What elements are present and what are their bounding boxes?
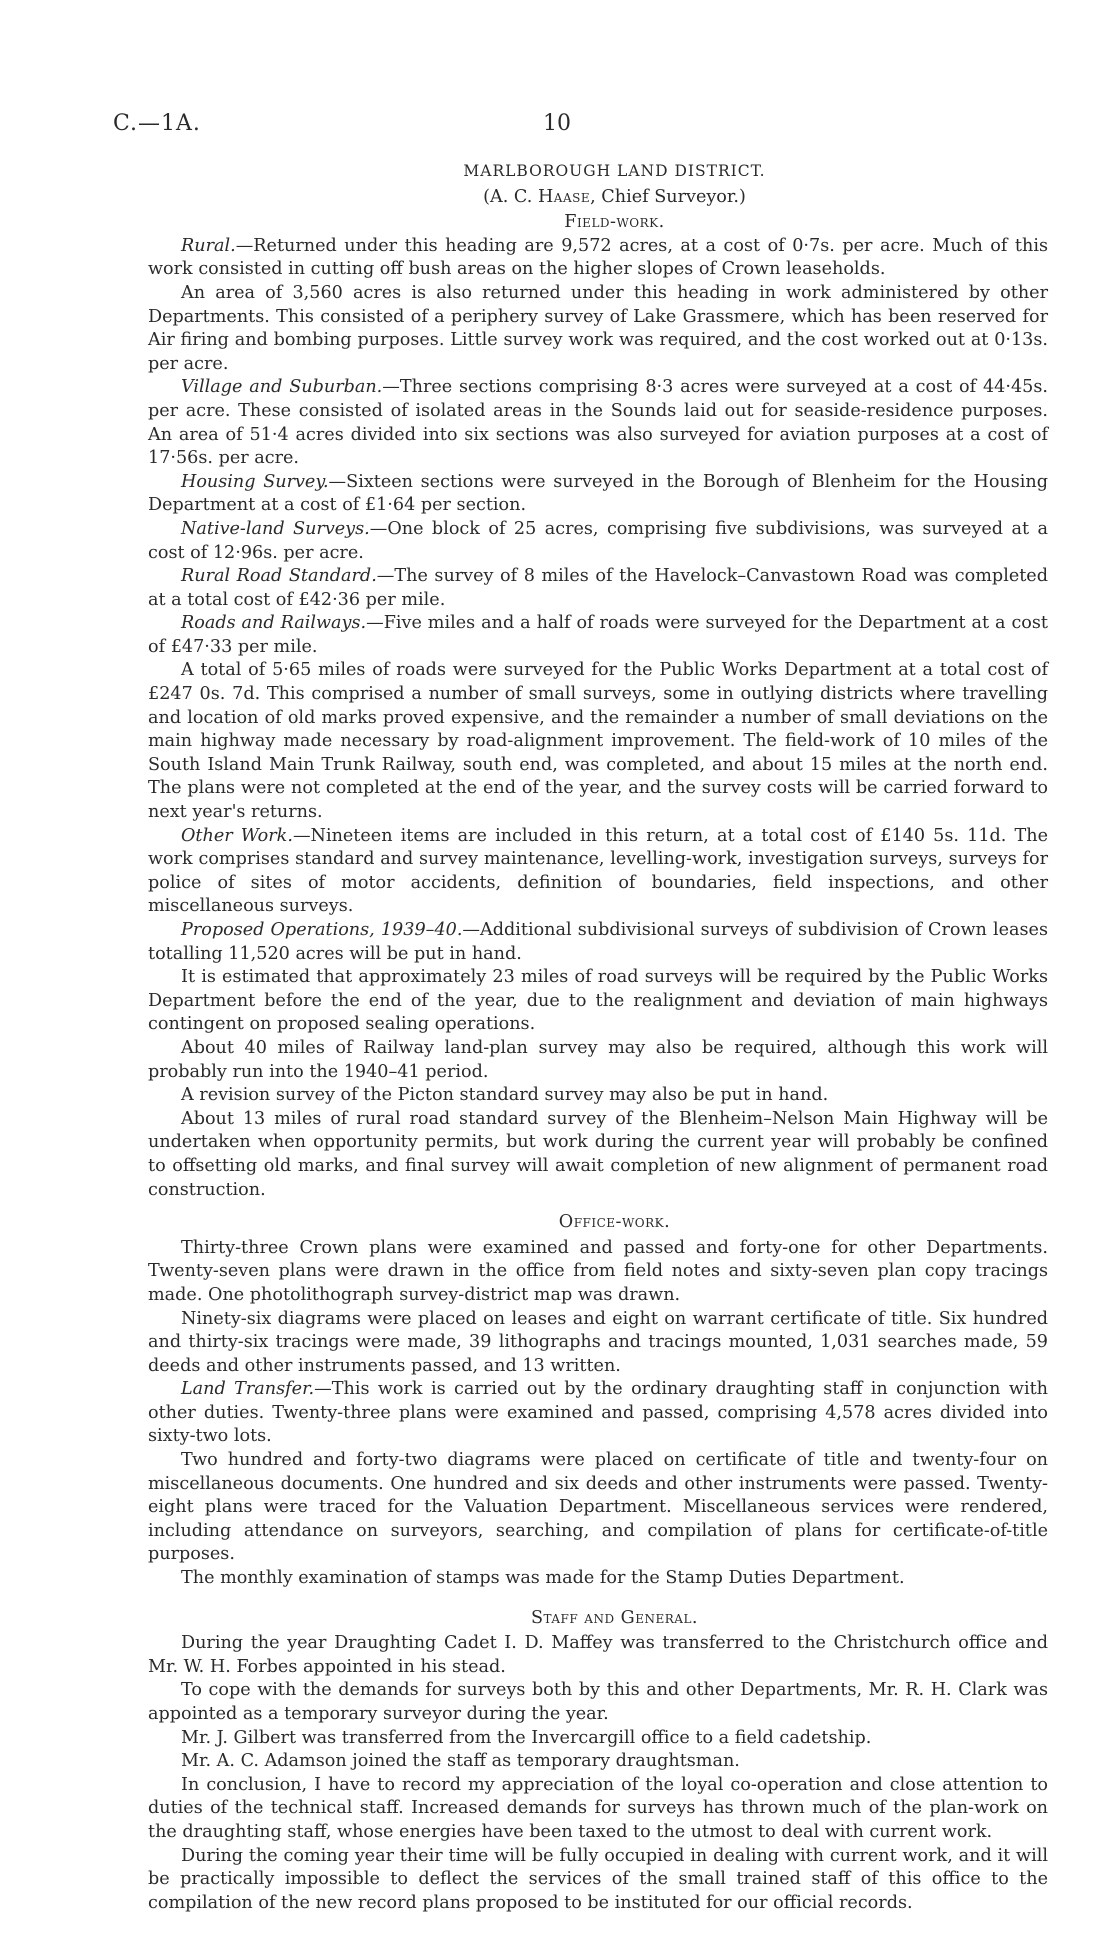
paragraph (148, 1308, 1048, 1379)
staff-general-heading: Staff and General. (530, 1607, 699, 1628)
paragraph-text: —Additional subdivisional surveys of subdivision of Crown leases totalling 11,520 acres will be put in hand. (148, 920, 1048, 964)
paragraph-text: Ninety-six diagrams were placed on leases and eight on warrant certificate of title. Six hundred and thirty-six tracings were made, 39 lithographs and tracings mounted, 1,031 searches made, 59 deeds and other instruments passed, and 13 written. (148, 1308, 1048, 1376)
district-surveyor (148, 186, 1048, 210)
paragraph-text: Mr. A. C. Adamson joined the staff as temporary draughtsman. (181, 1751, 740, 1772)
paragraph (148, 565, 1048, 612)
paragraph-text: It is estimated that approximately 23 miles of road surveys will be required by the Public Works Department before the end of the year, due to the realignment and deviation of main highways contingent on proposed sealing operations. (148, 967, 1048, 1035)
document-reference: C.—1A. (113, 111, 201, 136)
paragraph (148, 659, 1048, 824)
paragraph-text: —The survey of 8 miles of the Havelock–Canvastown Road was completed at a total cost of £42·36 per mile. (148, 566, 1048, 610)
paragraph-lead: Roads and Railways. (181, 613, 367, 634)
paragraph-text: During the year Draughting Cadet I. D. Maffey was transferred to the Christchurch office and Mr. W. H. Forbes appointed in his stead. (148, 1633, 1048, 1677)
surveyor-prefix: (A. C. (483, 186, 538, 207)
paragraph-text: To cope with the demands for surveys both by this and other Departments, Mr. R. H. Clark was appointed as a temporary surveyor during the year. (148, 1680, 1048, 1724)
paragraph-text: Two hundred and forty-two diagrams were placed on certificate of title and twenty-four on miscellaneous documents. One hundred and six deeds and other instruments were passed. Twenty-eight plans were traced for the Valuation Department. Miscellaneous services were rendered, including attendance on surveyors, searching, and compilation of plans for certificate-of-title purposes. (148, 1450, 1048, 1565)
paragraph (148, 1037, 1048, 1084)
paragraph-text: Thirty-three Crown plans were examined and passed and forty-one for other Departments. Twenty-seven plans were drawn in the office from field notes and sixty-seven plan copy tracings made. One photolithograph survey-district map was drawn. (148, 1237, 1048, 1305)
paragraph (148, 235, 1048, 282)
office-work-heading: Office-work. (558, 1212, 671, 1233)
paragraph (148, 1449, 1048, 1567)
paragraph-text: —Sixteen sections were surveyed in the Borough of Blenheim for the Housing Department at a cost of £1·64 per section. (148, 471, 1048, 516)
paragraph-text: About 40 miles of Railway land-plan survey may also be required, although this work will probably run into the 1940–41 period. (148, 1037, 1048, 1082)
paragraph (148, 1378, 1048, 1449)
paragraph-text: An area of 3,560 acres is also returned under this heading in work administered by other Departments. This consisted of a periphery survey of Lake Grassmere, which has been reserved for Air firing and bombing purposes. Little survey work was required, and the cost worked out at 0·13s. per acre. (148, 282, 1048, 374)
paragraph-lead: Proposed Operations, 1939–40. (181, 920, 463, 940)
paragraph-lead: Other Work. (181, 825, 293, 846)
paragraph (148, 1237, 1048, 1308)
paragraph-lead: Rural. (181, 235, 236, 256)
paragraph (148, 1084, 1048, 1108)
paragraph (148, 1567, 1048, 1591)
paragraph (148, 919, 1048, 966)
paragraph-text: A revision survey of the Picton standard survey may also be put in hand. (181, 1085, 829, 1106)
document-body (148, 160, 1048, 1915)
staff-general-section (148, 1632, 1048, 1915)
paragraph (148, 1727, 1048, 1751)
paragraph-text: —One block of 25 acres, comprising five subdivisions, was surveyed at a cost of 12·96s. per acre. (148, 518, 1048, 563)
paragraph (148, 518, 1048, 565)
paragraph-text: The monthly examination of stamps was made for the Stamp Duties Department. (181, 1568, 905, 1589)
field-work-heading: Field-work. (564, 212, 665, 233)
paragraph-text: About 13 miles of rural road standard survey of the Blenheim–Nelson Main Highway will be undertaken when opportunity permits, but work during the current year will probably be confined to offsetting old marks, and final survey will await completion of new alignment of permanent road construction. (148, 1108, 1048, 1200)
paragraph (148, 1845, 1048, 1916)
paragraph-text: A total of 5·65 miles of roads were surveyed for the Public Works Department at a total cost of £247 0s. 7d. This comprised a number of small surveys, some in outlying districts where travelling and location of old marks proved expensive, and the remainder a number of small deviations on the main highway made necessary by road-alignment improvement. The field-work of 10 miles of the South Island Main Trunk Railway, south end, was completed, and about 15 miles at the north end. The plans were not completed at the end of the year, and the survey costs will be carried forward to next year's returns. (148, 660, 1048, 823)
paragraph-text: —Three sections comprising 8·3 acres were surveyed at a cost of 44·45s. per acre. These consisted of isolated areas in the Sounds laid out for seaside-residence purposes. An area of 51·4 acres divided into six sections was also surveyed for aviation purposes at a cost of 17·56s. per acre. (148, 377, 1048, 469)
paragraph-lead: Village and Suburban. (181, 377, 383, 398)
paragraph-text: —Nineteen items are included in this return, at a total cost of £140 5s. 11d. The work comprises standard and survey maintenance, levelling-work, investigation surveys, surveys for police of sites of motor accidents, definition of boundaries, field inspections, and other miscellaneous surveys. (148, 825, 1048, 917)
paragraph (148, 1632, 1048, 1679)
paragraph-text: —Returned under this heading are 9,572 acres, at a cost of 0·7s. per acre. Much of this work consisted in cutting off bush areas on the higher slopes of Crown leaseholds. (148, 235, 1048, 280)
paragraph (148, 825, 1048, 919)
paragraph (148, 1108, 1048, 1202)
surveyor-name: Haase (537, 186, 591, 207)
paragraph-lead: Native-land Surveys. (181, 518, 370, 539)
paragraph (148, 1774, 1048, 1845)
paragraph (148, 471, 1048, 518)
page-number: 10 (543, 111, 571, 136)
paragraph-lead: Land Transfer. (181, 1379, 315, 1400)
paragraph-text: In conclusion, I have to record my appreciation of the loyal co-operation and close attention to duties of the technical staff. Increased demands for surveys has thrown much of the plan-work on the draughting staff, whose energies have been taxed to the utmost to deal with current work. (148, 1774, 1048, 1842)
surveyor-suffix: , Chief Surveyor.) (590, 186, 746, 207)
paragraph-lead: Rural Road Standard. (181, 566, 377, 587)
paragraph-text: —Five miles and a half of roads were surveyed for the Department at a cost of £47·33 per mile. (148, 613, 1048, 657)
paragraph (148, 376, 1048, 470)
district-title: MARLBOROUGH LAND DISTRICT. (463, 162, 766, 180)
paragraph (148, 1679, 1048, 1726)
paragraph (148, 1750, 1048, 1774)
paragraph-text: During the coming year their time will be fully occupied in dealing with current work, and it will be practically impossible to deflect the services of the small trained staff of this office to the compilation of the new record plans proposed to be instituted for our official records. (148, 1845, 1048, 1913)
paragraph (148, 966, 1048, 1037)
paragraph (148, 282, 1048, 376)
field-work-section (148, 235, 1048, 1202)
paragraph (148, 612, 1048, 659)
paragraph-text: Mr. J. Gilbert was transferred from the Invercargill office to a field cadetship. (181, 1727, 872, 1748)
office-work-section (148, 1237, 1048, 1591)
paragraph-lead: Housing Survey. (181, 471, 329, 492)
paragraph-text: —This work is carried out by the ordinary draughting staff in conjunction with other duties. Twenty-three plans were examined and passed, comprising 4,578 acres divided into sixty-two lots. (148, 1379, 1048, 1447)
